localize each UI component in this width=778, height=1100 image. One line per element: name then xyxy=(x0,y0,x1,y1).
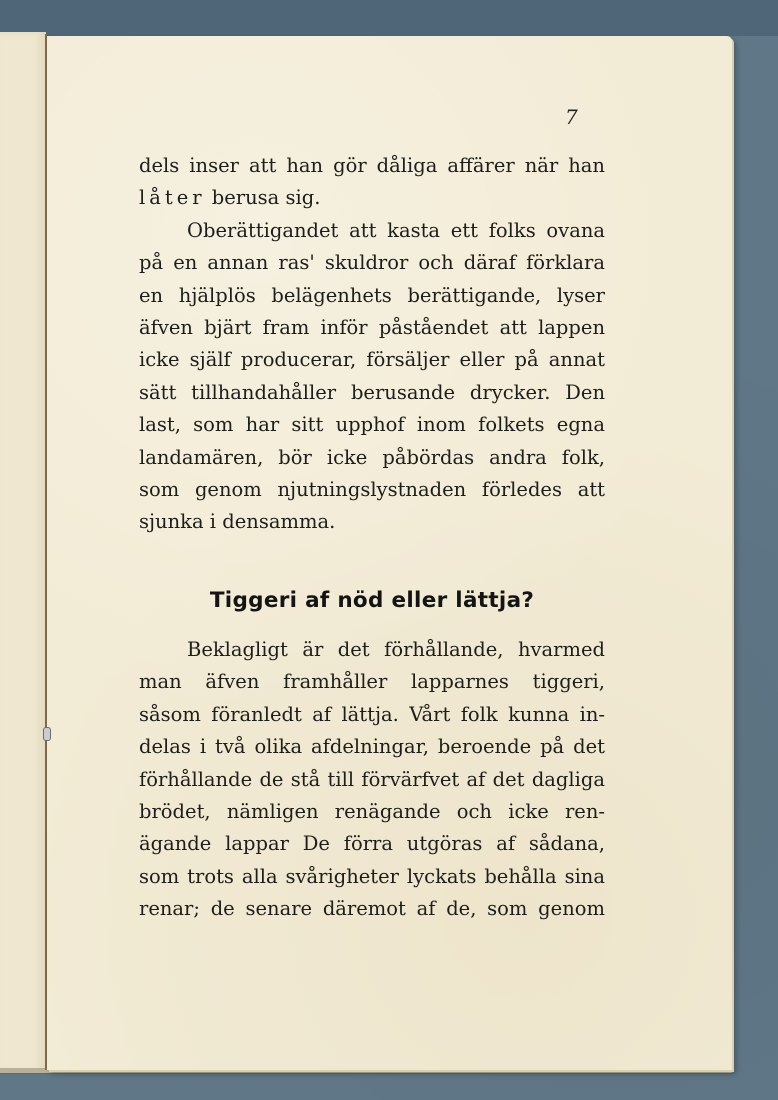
text-line: ägande lappar De förra utgöras af sådana, xyxy=(139,832,605,856)
facing-page-edge xyxy=(0,32,46,1072)
spaced-emphasis: låter xyxy=(139,186,206,210)
text-line: förhållande de stå till förvärfvet af det dagliga xyxy=(139,767,605,791)
text-line: brödet, nämligen renägande och icke ren- xyxy=(139,799,605,823)
text-line: delas i två olika afdelningar, beroende på det xyxy=(139,735,605,759)
page-number: 7 xyxy=(565,105,578,129)
text-line: renar; de senare däremot af de, som genom xyxy=(139,897,605,921)
section-heading: Tiggeri af nöd eller lättja? xyxy=(209,588,535,613)
text-line: man äfven framhåller lapparnes tiggeri, xyxy=(139,670,605,694)
section-1-text xyxy=(139,150,605,539)
text-line: såsom föranledt af lättja. Vårt folk kunna in- xyxy=(139,702,605,726)
staple-icon xyxy=(43,727,51,741)
text-line xyxy=(139,182,605,214)
text-line: som trots alla svårigheter lyckats behålla sina xyxy=(139,864,605,888)
paragraph-start-line: Oberättigandet att kasta ett folks ovana xyxy=(187,218,605,242)
backdrop xyxy=(0,0,778,36)
text-line: icke själf producerar, försäljer eller på annat xyxy=(139,348,605,372)
text-line: landamären, bör icke påbördas andra folk, xyxy=(139,445,605,469)
text-fragment: berusa sig. xyxy=(205,186,321,210)
text-line: sjunka i densamma. xyxy=(139,510,336,534)
text-line: last, som har sitt upphof inom folkets egna xyxy=(139,413,605,437)
paragraph-start-line: Beklagligt är det förhållande, hvarmed xyxy=(187,638,605,661)
text-line: dels inser att han gör dåliga affärer när han xyxy=(139,154,605,177)
text-line: äfven bjärt fram inför påståendet att lappen xyxy=(139,315,605,339)
text-line: som genom njutningslystnaden förledes att xyxy=(139,477,605,501)
text-line: en hjälplös belägenhets berättigande, lyser xyxy=(139,283,605,307)
text-line: sätt tillhandahåller berusande drycker. Den xyxy=(139,380,605,404)
book-spine xyxy=(45,34,47,1070)
section-2-text xyxy=(139,634,605,926)
text-line: på en annan ras' skuldror och däraf förklara xyxy=(139,251,605,275)
